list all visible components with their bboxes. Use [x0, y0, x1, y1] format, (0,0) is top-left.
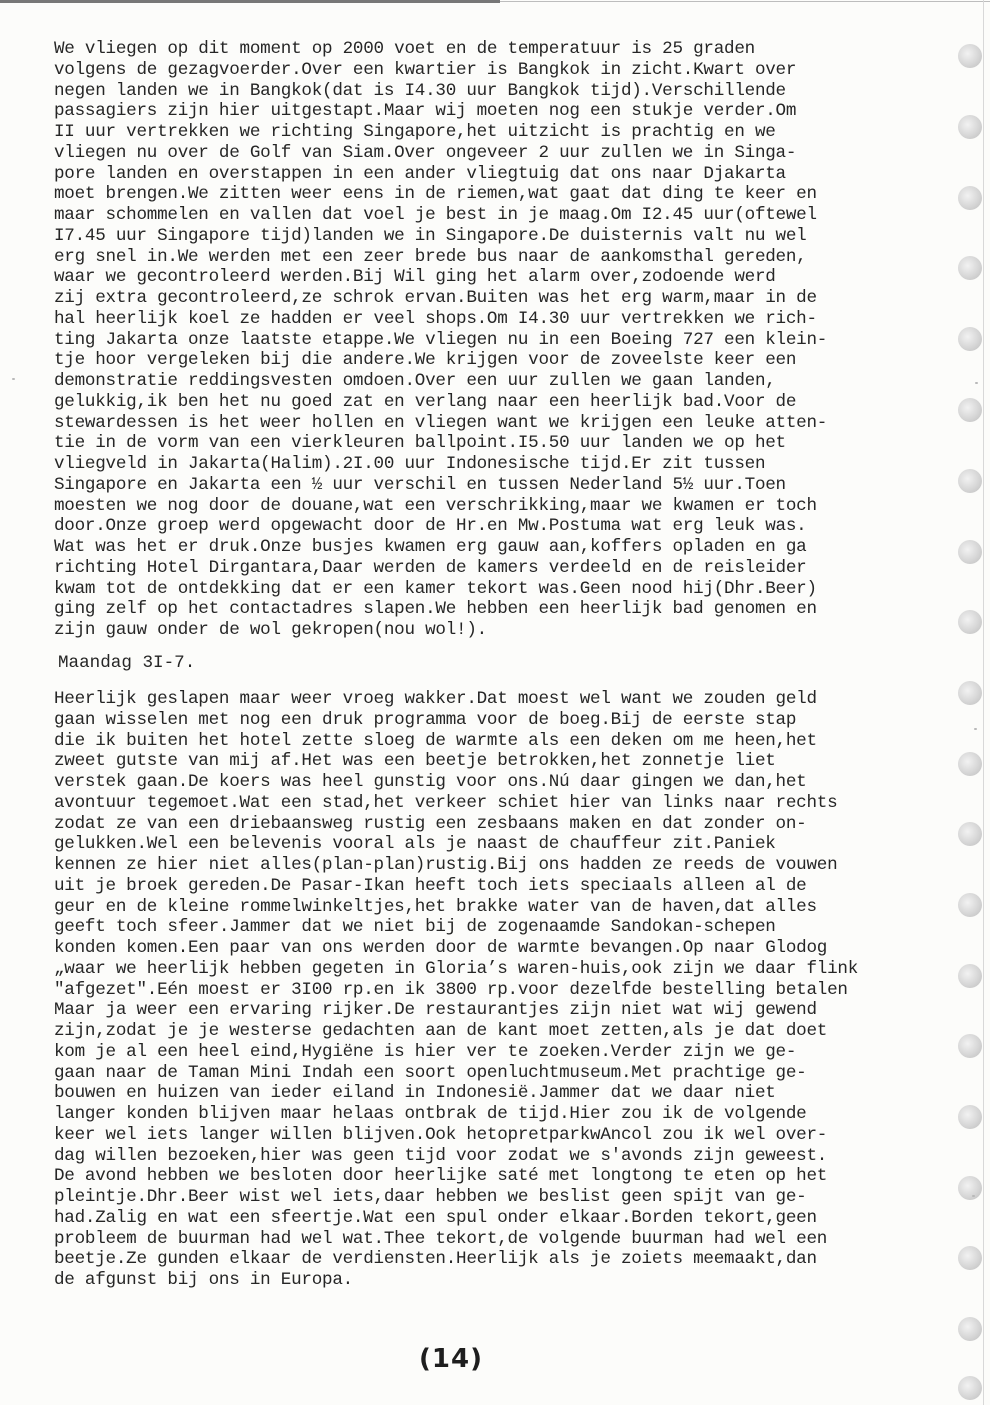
text-line: „waar we heerlijk hebben gegeten in Gloria’s waren-huis,ook zijn we daar flink	[54, 958, 859, 979]
text-line: stewardessen is het weer hollen en vliegen want we krijgen een leuke atten-	[54, 412, 828, 433]
text-line: zij extra gecontroleerd,ze schrok ervan.Buiten was het erg warm,maar in de	[54, 288, 817, 308]
text-line: moet brengen.We zitten weer eens in de riemen,wat gaat dat ding te keer en	[54, 184, 817, 205]
text-line: beetje.Ze gunden elkaar de verdiensten.Heerlijk als je zoiets meemaakt,dan	[54, 1249, 817, 1270]
text-line: II uur vertrekken we richting Singapore,het uitzicht is prachtig en we	[54, 122, 776, 142]
binder-hole	[958, 469, 982, 493]
text-line: geeft toch sfeer.Jammer dat we niet bij de zogenaamde Sandokan-schepen	[54, 917, 776, 938]
day-heading: Maandag 3I-7.	[58, 653, 196, 673]
binder-hole	[958, 1176, 982, 1200]
binder-hole	[958, 44, 982, 68]
text-line: tje hoor vergeleken bij die andere.We krijgen voor de zoveelste keer een	[54, 350, 797, 371]
text-line: Wat was het er druk.Onze busjes kwamen erg gauw aan,koffers opladen en ga	[54, 537, 807, 557]
text-line: passagiers zijn hier uitgestapt.Maar wij moeten nog een stukje verder.Om	[54, 101, 797, 122]
binder-hole	[958, 1034, 982, 1058]
text-line: moesten we nog door de douane,wat een verschrikking,maar we kwamen er toch	[54, 495, 817, 516]
text-line: de afgunst bij ons in Europa.	[54, 1270, 353, 1290]
text-line: Maar ja weer een ervaring rijker.De restaurantjes zijn niet wat wij gewend	[54, 1000, 817, 1021]
text-line: waar we gecontroleerd werden.Bij Wil ging het alarm over,zodoende werd	[54, 267, 776, 288]
text-line: zodat ze van een driebaansweg rustig een zesbaans maken en dat zonder on-	[54, 813, 807, 834]
text-line: demonstratie reddingsvesten omdoen.Over een uur zullen we gaan landen,	[54, 371, 776, 391]
text-line: gaan naar de Taman Mini Indah een soort openluchtmuseum.Met prachtige ge-	[54, 1062, 807, 1083]
binder-hole	[958, 822, 982, 846]
text-line: vliegen nu over de Golf van Siam.Over ongeveer 2 uur zullen we in Singa-	[54, 142, 797, 163]
text-line: I7.45 uur Singapore tijd)landen we in Singapore.De duisternis valt nu wel	[54, 225, 807, 246]
text-line: die ik buiten het hotel zette sloeg de warmte als een deken om me heen,het	[54, 730, 817, 751]
text-line: kwam tot de ontdekking dat er een kamer tekort was.Geen nood hij(Dhr.Beer)	[54, 578, 817, 599]
text-line: gelukkig,ik ben het nu goed zat en verlang naar een heerlijk bad.Voor de	[54, 391, 797, 412]
binder-hole	[958, 752, 982, 776]
binder-hole	[958, 1317, 982, 1341]
text-line: gaan wisselen met nog een druk programma voor de boeg.Bij de eerste stap	[54, 709, 797, 730]
text-line: avontuur tegemoet.Wat een stad,het verkeer schiet hier van links naar rechts	[54, 792, 838, 813]
text-line: We vliegen op dit moment op 2000 voet en de temperatuur is 25 graden	[54, 39, 755, 59]
text-line: zijn,zodat je je westerse gedachten aan de kant moet zetten,als je dat doet	[54, 1021, 828, 1041]
binder-hole	[958, 893, 982, 917]
paper-speck	[975, 382, 978, 384]
binder-hole	[958, 115, 982, 139]
text-line: zweet gutste van mij af.Het was een beetje betrokken,het zonnetje liet	[54, 751, 776, 772]
text-line: maar schommelen en vallen dat voel je best in je maag.Om I2.45 uur(oftewel	[54, 205, 817, 225]
text-line: door.Onze groep werd opgewacht door de Hr.en Mw.Postuma wat erg leuk was.	[54, 516, 807, 537]
top-edge-line-faint	[500, 1, 990, 2]
text-line: probleem de buurman had wel wat.Thee tekort,de volgende buurman had wel een	[54, 1228, 828, 1249]
text-line: bouwen en huizen van ieder eiland in Indonesië.Jammer dat we daar niet	[54, 1083, 776, 1104]
paragraph-flight-to-jakarta	[54, 39, 978, 641]
text-line: verstek gaan.De koers was heel gunstig voor ons.Nú daar gingen we dan,het	[54, 772, 807, 792]
text-line: richting Hotel Dirgantara,Daar werden de kamers verdeeld en de reisleider	[54, 557, 807, 578]
text-line: pleintje.Dhr.Beer wist wel iets,daar hebben we beslist geen spijt van ge-	[54, 1187, 807, 1207]
text-line: had.Zalig en wat een sfeertje.Wat een spul onder elkaar.Borden tekort,geen	[54, 1207, 817, 1228]
text-line: tie in de vorm van een vierkleuren ballpoint.I5.50 uur landen we op het	[54, 433, 786, 454]
text-line: konden komen.Een paar van ons werden door de warmte bevangen.Op naar Glodog	[54, 938, 828, 958]
binder-hole	[958, 1376, 982, 1400]
text-line: De avond hebben we besloten door heerlijke saté met longtong te eten op het	[54, 1166, 828, 1187]
text-line: dag willen bezoeken,hier was geen tijd voor zodat we s'avonds zijn geweest.	[54, 1145, 828, 1166]
text-line: kom je al een heel eind,Hygiëne is hier ver te zoeken.Verder zijn we ge-	[54, 1041, 797, 1062]
text-line: erg snel in.We werden met een zeer brede bus naar de aankomsthal gereden,	[54, 246, 807, 267]
binder-hole	[958, 186, 982, 210]
binder-hole	[958, 681, 982, 705]
text-line: gelukken.Wel een belevenis vooral als je naast de chauffeur zit.Paniek	[54, 834, 776, 855]
text-line: ting Jakarta onze laatste etappe.We vliegen nu in een Boeing 727 een klein-	[54, 329, 828, 350]
binder-hole	[958, 327, 982, 351]
text-line: langer konden blijven maar helaas ontbrak de tijd.Hier zou ik de volgende	[54, 1104, 807, 1124]
text-line: geur en de kleine rommelwinkeltjes,het brakke water van de haven,dat alles	[54, 896, 817, 917]
text-line: hal heerlijk koel ze hadden er veel shops.Om I4.30 uur vertrekken we rich-	[54, 308, 817, 329]
text-line: volgens de gezagvoerder.Over een kwartier is Bangkok in zicht.Kwart over	[54, 59, 797, 80]
page-number: (14)	[419, 1344, 483, 1374]
binder-hole	[958, 540, 982, 564]
binder-hole	[958, 964, 982, 988]
text-line: uit je broek gereden.De Pasar-Ikan heeft toch iets speciaals alleen al de	[54, 875, 807, 896]
text-line: keer wel iets langer willen blijven.Ook hetopretparkwAncol zou ik wel over-	[54, 1124, 828, 1145]
paper-speck	[12, 378, 15, 380]
paper-speck	[974, 728, 977, 730]
text-line: Heerlijk geslapen maar weer vroeg wakker.Dat moest wel want we zouden geld	[54, 689, 817, 709]
text-line: negen landen we in Bangkok(dat is I4.30 uur Bangkok tijd).Verschillende	[54, 80, 786, 101]
text-line: ging zelf op het contactadres slapen.We hebben een heerlijk bad genomen en	[54, 599, 817, 620]
binder-hole	[958, 398, 982, 422]
top-edge-line	[0, 0, 500, 3]
text-line: pore landen en overstappen in een ander vliegtuig dat ons naar Djakarta	[54, 163, 786, 184]
binder-hole	[958, 610, 982, 634]
binder-hole	[958, 1105, 982, 1129]
paragraph-monday-in-jakarta	[54, 689, 978, 1291]
text-line: "afgezet".Eén moest er 3I00 rp.en ik 3800 rp.voor dezelfde bestelling betalen	[54, 979, 848, 1000]
right-page-edge	[983, 0, 984, 1405]
text-line: vliegveld in Jakarta(Halim).2I.00 uur Indonesische tijd.Er zit tussen	[54, 454, 766, 474]
binder-hole	[958, 1246, 982, 1270]
text-line: kennen ze hier niet alles(plan-plan)rustig.Bij ons hadden ze reeds de vouwen	[54, 855, 838, 875]
binder-hole	[958, 256, 982, 280]
paper-speck	[972, 1195, 975, 1197]
text-line: zijn gauw onder de wol gekropen(nou wol!).	[54, 620, 487, 640]
text-line: Singapore en Jakarta een ½ uur verschil en tussen Nederland 5½ uur.Toen	[54, 474, 786, 495]
